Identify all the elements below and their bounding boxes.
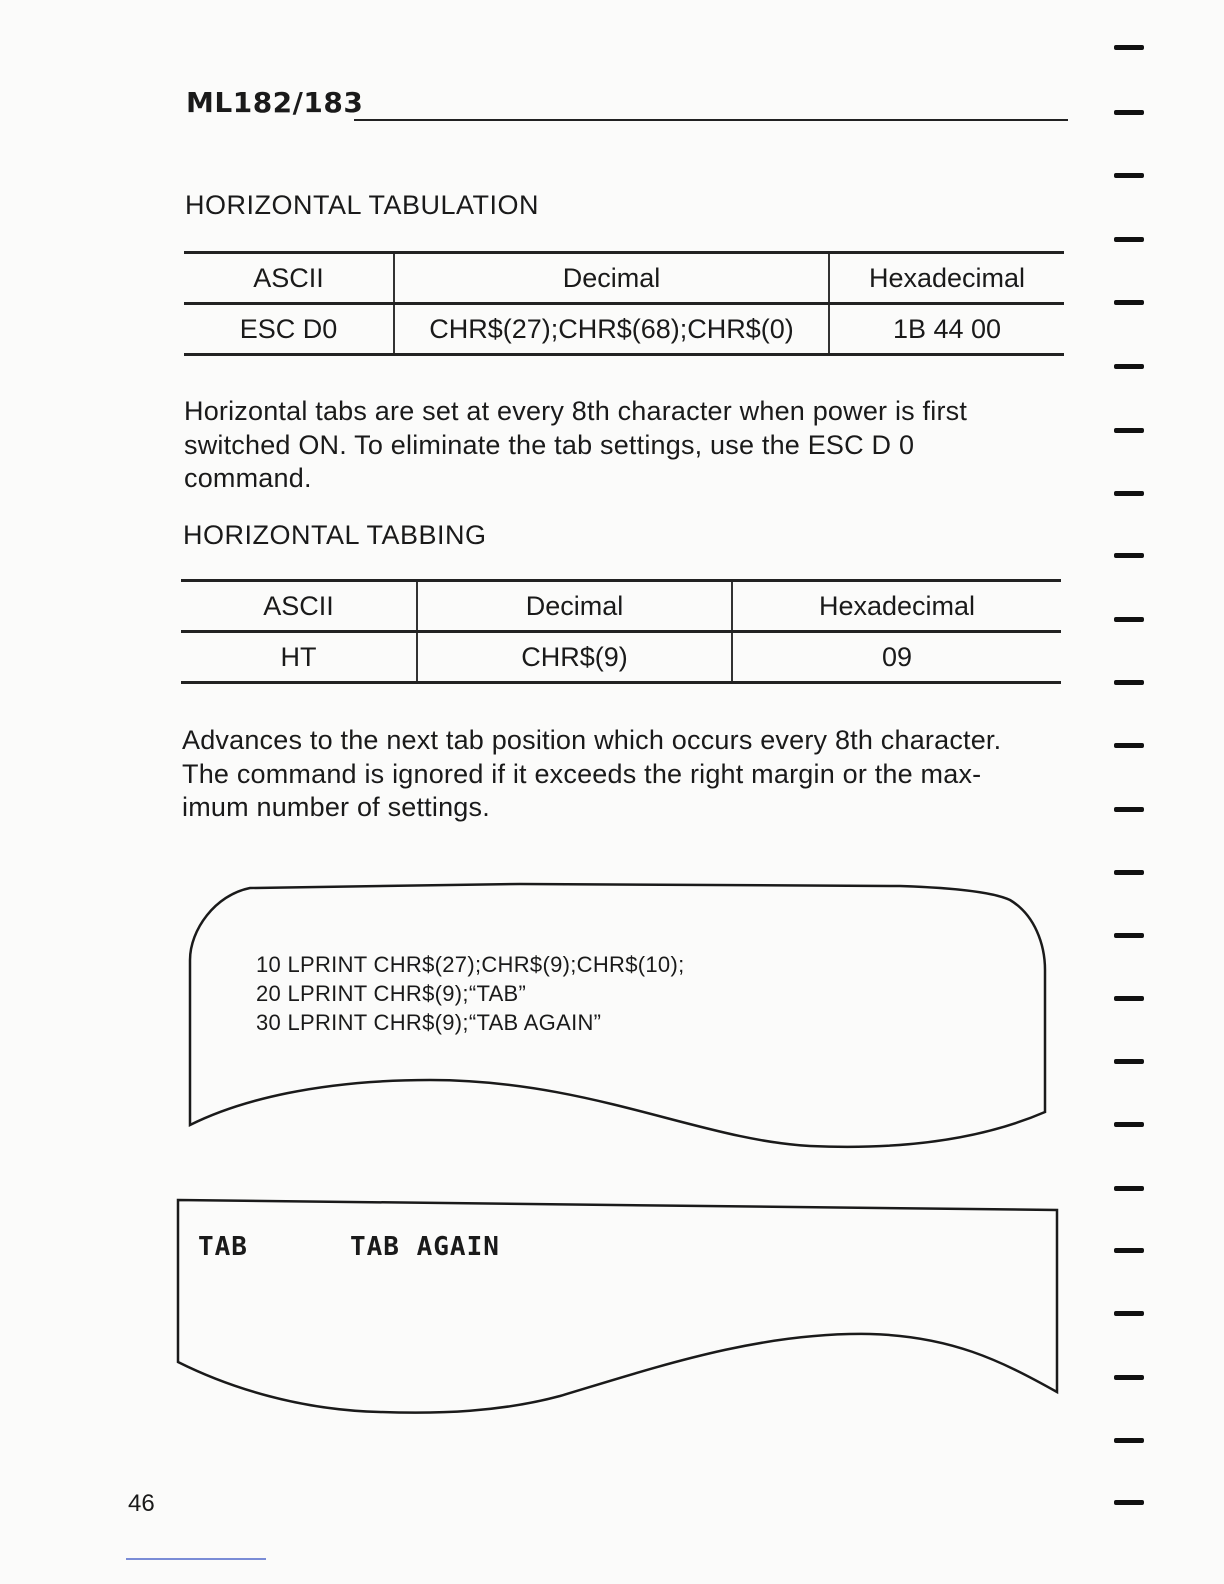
printout-text: TAB AGAIN [350,1232,500,1262]
cell-ascii: ESC D0 [184,304,394,355]
section-heading-tabbing: HORIZONTAL TABBING [183,520,487,550]
binding-mark [1114,1311,1144,1316]
paragraph-line: Advances to the next tab position which occurs every 8th character. [182,725,1002,755]
column-header-ascii: ASCII [184,253,394,304]
page-number: 46 [128,1490,155,1517]
binding-mark [1114,1500,1144,1505]
paragraph-line: command. [184,463,312,493]
binding-mark [1114,1375,1144,1380]
paragraph-line: The command is ignored if it exceeds the right margin or the max- [182,758,982,789]
binding-mark [1114,996,1144,1001]
binding-mark [1114,364,1144,369]
column-header-hexadecimal: Hexadecimal [732,581,1061,632]
header-rule [354,119,1068,121]
binding-mark [1114,1186,1144,1191]
footer-rule [126,1558,266,1560]
paragraph-line: imum number of settings. [182,792,490,822]
listing-line: 10 LPRINT CHR$(27);CHR$(9);CHR$(10); [256,952,685,977]
cell-ascii: HT [181,632,417,683]
binding-mark [1114,743,1144,748]
column-header-decimal: Decimal [394,253,829,304]
tabulation-description [184,395,967,496]
listing-line: 20 LPRINT CHR$(9);“TAB” [256,981,527,1006]
binding-mark [1114,617,1144,622]
column-header-hexadecimal: Hexadecimal [829,253,1064,304]
tabbing-command-table [181,579,1061,684]
column-header-decimal: Decimal [417,581,732,632]
binding-mark [1114,870,1144,875]
binding-mark [1114,173,1144,178]
binding-mark [1114,933,1144,938]
listing-line: 30 LPRINT CHR$(9);“TAB AGAIN” [256,1010,602,1035]
paragraph-line: Horizontal tabs are set at every 8th character when power is first [184,396,968,426]
binding-mark [1114,807,1144,812]
tabbing-description [182,724,1001,825]
paragraph-line: switched ON. To eliminate the tab settings, use the ESC D 0 [184,429,915,460]
binding-mark [1114,300,1144,305]
cell-hexadecimal: 09 [732,632,1061,683]
binding-mark [1114,45,1144,50]
section-heading-tabulation: HORIZONTAL TABULATION [185,190,540,220]
binding-mark [1114,1248,1144,1253]
binding-mark [1114,680,1144,685]
binding-mark [1114,553,1144,558]
column-header-ascii: ASCII [181,581,417,632]
binding-mark [1114,237,1144,242]
tabulation-command-table [184,251,1064,356]
binding-mark [1114,1059,1144,1064]
printout-text: TAB [198,1232,248,1262]
binding-mark [1114,110,1144,115]
binding-mark [1114,428,1144,433]
page-header-title: ML182/183 [186,86,364,119]
cell-decimal: CHR$(9) [417,632,732,683]
binding-mark [1114,1438,1144,1443]
cell-decimal: CHR$(27);CHR$(68);CHR$(0) [394,304,829,355]
binding-mark [1114,491,1144,496]
cell-hexadecimal: 1B 44 00 [829,304,1064,355]
binding-mark [1114,1122,1144,1127]
